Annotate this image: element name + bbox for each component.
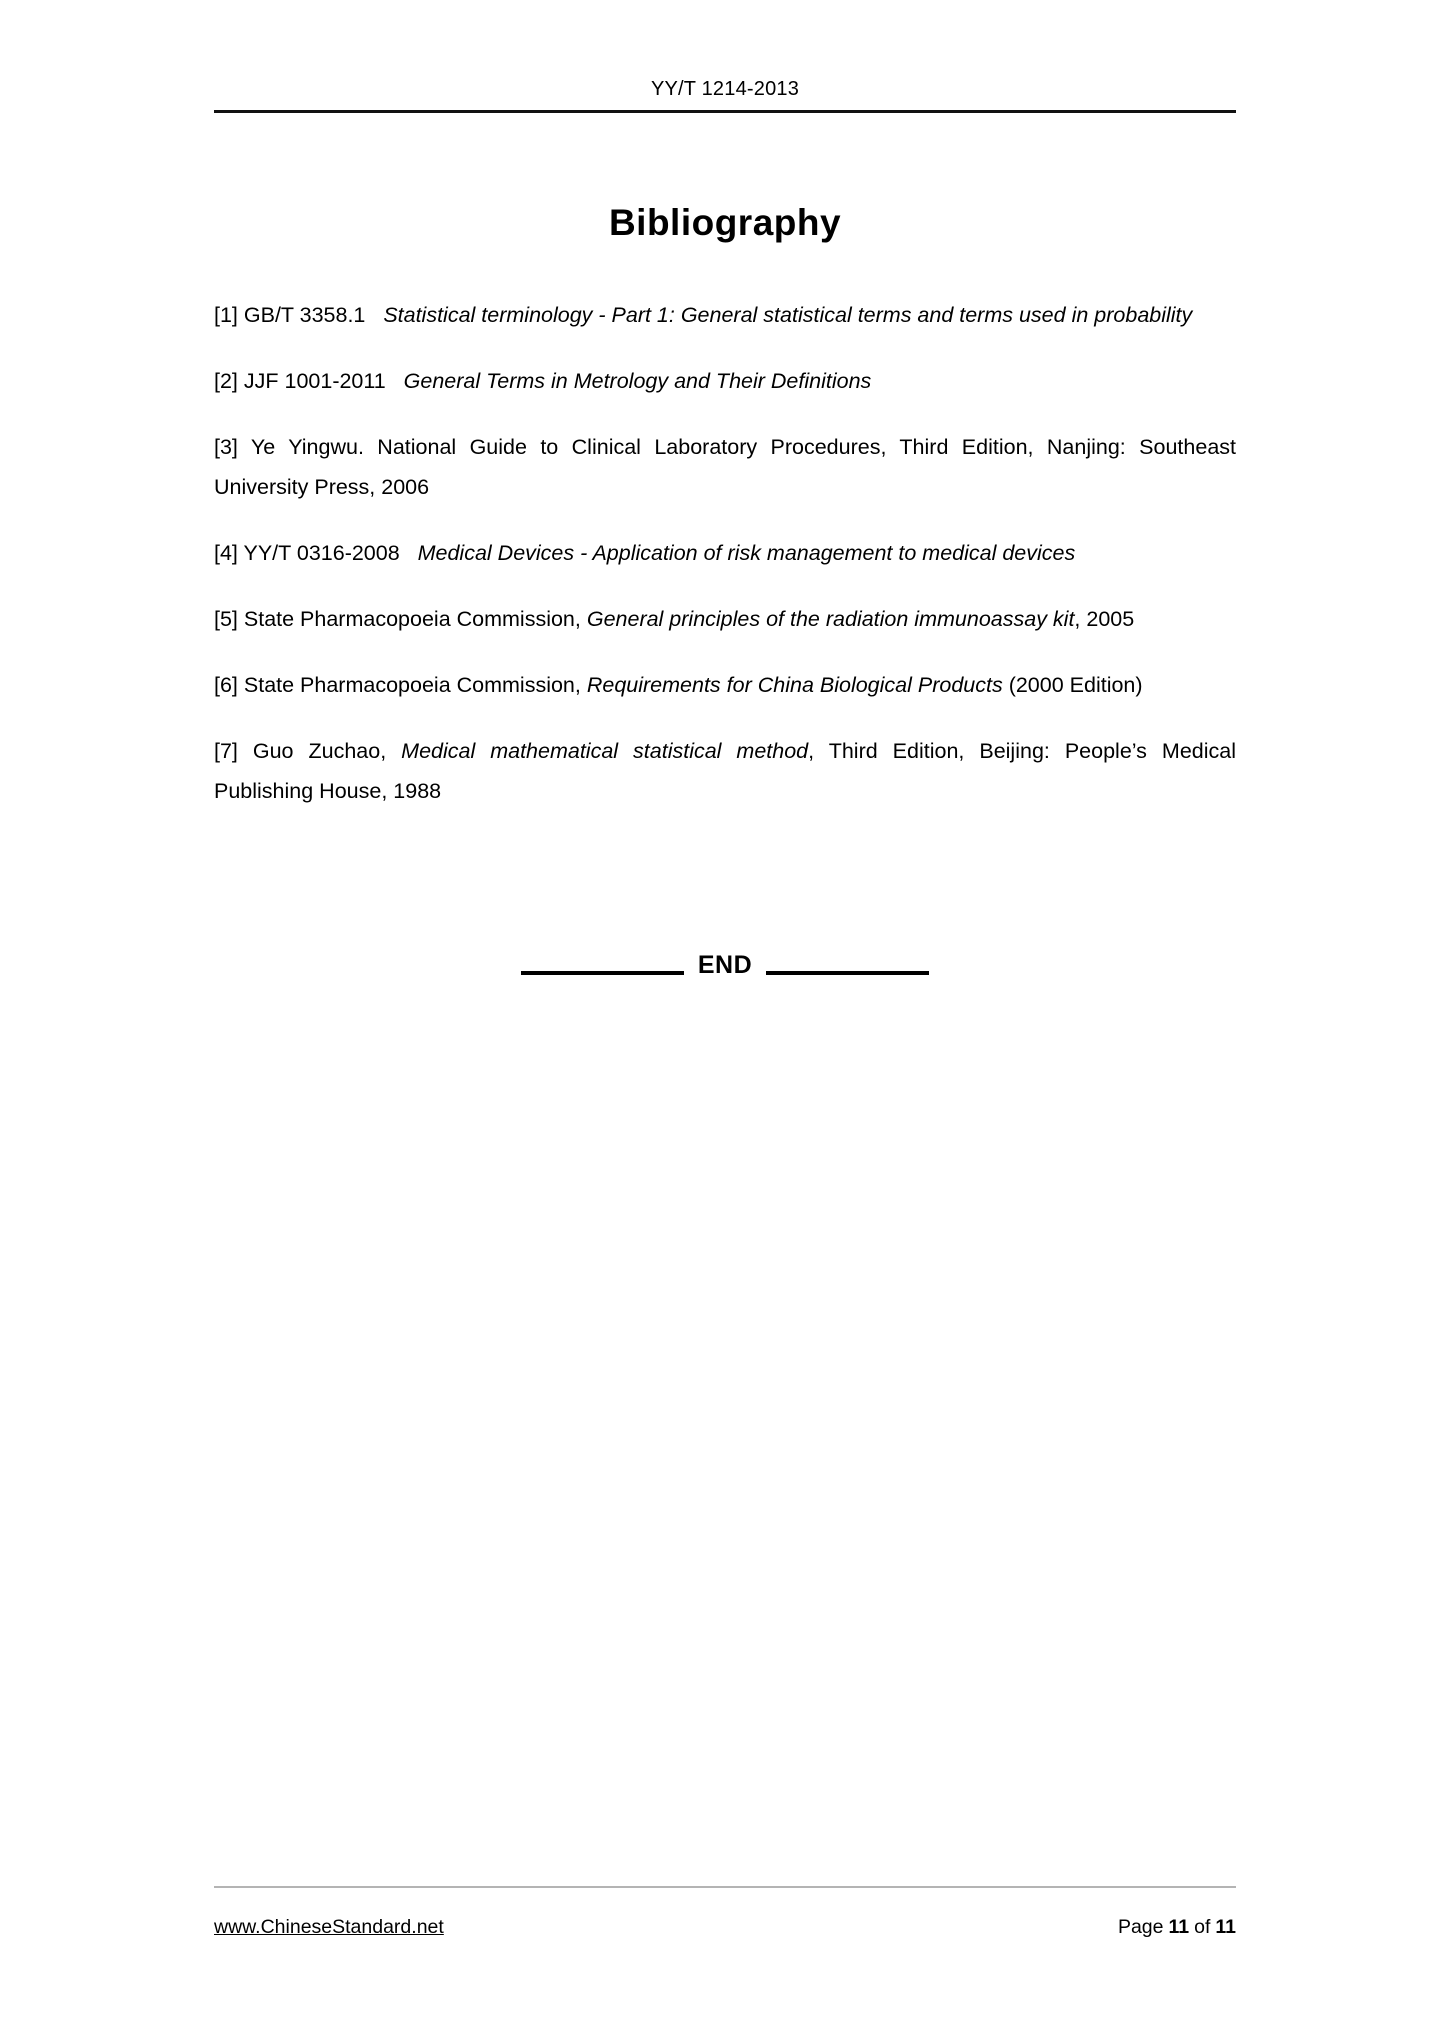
reference-segment: [6] State Pharmacopoeia Commission, [214,673,587,697]
reference-item [214,665,1236,705]
end-label: END [697,951,753,979]
reference-item [214,533,1236,573]
reference-segment: General Terms in Metrology and Their Definitions [403,369,872,393]
reference-item [214,427,1236,507]
reference-segment: [1] GB/T 3358.1 [214,303,384,327]
reference-segment: Requirements for China Biological Products [586,673,1003,697]
reference-segment: [2] JJF 1001-2011 [214,369,404,393]
end-rule-right [766,971,929,975]
reference-item [214,599,1236,639]
reference-segment: Medical Devices - Application of risk management to medical devices [417,541,1076,565]
page-indicator [1118,1916,1236,1939]
reference-item [214,295,1236,335]
footer-row [214,1916,1236,1939]
page-current: 11 [1168,1916,1190,1938]
page-of-label: of [1194,1916,1211,1938]
header-divider [214,110,1236,113]
reference-segment: , Third Edition, Beijing: People’s Medical Publishing House, 1988 [214,739,1236,803]
page-content [214,0,1236,980]
website-link[interactable]: www.ChineseStandard.net [214,1916,444,1938]
reference-item [214,361,1236,401]
footer-divider [214,1886,1236,1888]
reference-segment: [3] Ye Yingwu. National Guide to Clinical Laboratory Procedures, Third Edition, Nanjing: Southeast University Press, 2006 [214,435,1236,499]
page-title: Bibliography [608,202,842,243]
references-list [214,295,1236,811]
page-total: 11 [1215,1916,1236,1938]
header-standard-code: YY/T 1214-2013 [650,78,800,100]
reference-segment: , 2005 [1074,607,1135,631]
page-label: Page [1117,1916,1164,1938]
reference-segment: Statistical terminology - Part 1: General statistical terms and terms used in probability [383,303,1193,327]
reference-segment: General principles of the radiation immunoassay kit [586,607,1075,631]
reference-segment: Medical mathematical statistical method [401,739,809,763]
end-marker [214,951,1236,980]
page-footer [214,1886,1236,1939]
reference-segment: [5] State Pharmacopoeia Commission, [214,607,587,631]
end-rule-left [521,971,684,975]
reference-segment: [7] Guo Zuchao, [214,739,402,763]
reference-segment: (2000 Edition) [1002,673,1143,697]
reference-segment: [4] YY/T 0316-2008 [214,541,418,565]
reference-item [214,731,1236,811]
